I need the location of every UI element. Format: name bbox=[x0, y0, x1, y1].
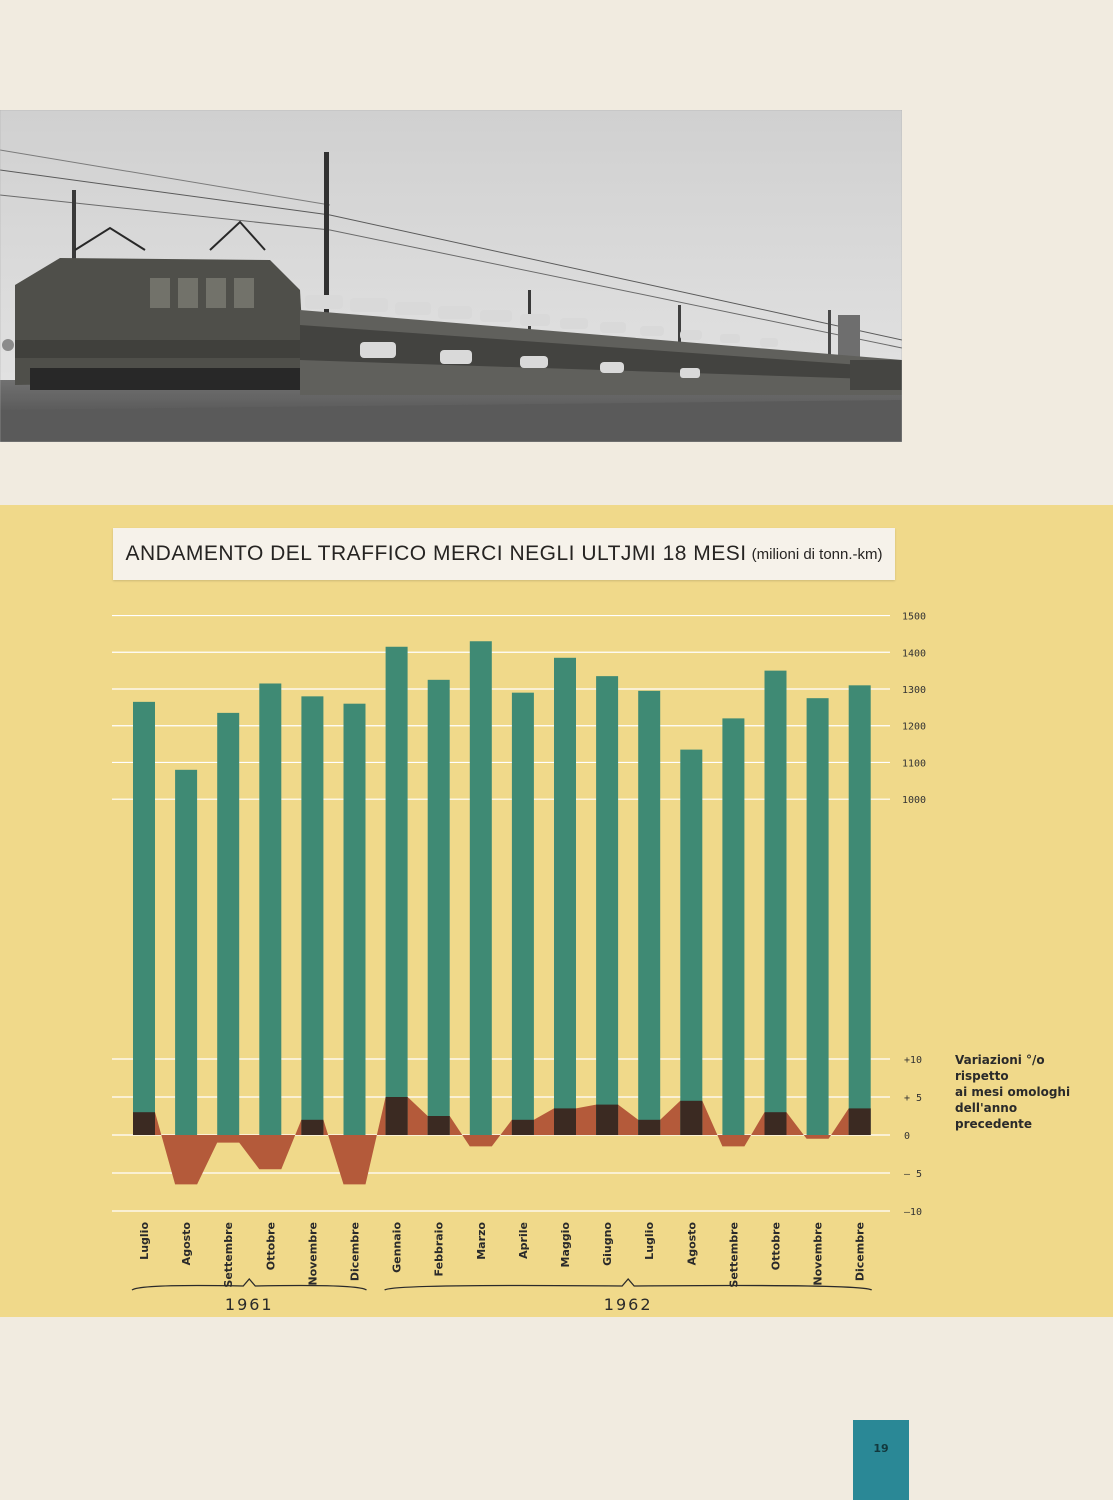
page-number: 19 bbox=[853, 1420, 909, 1500]
x-tick-label: Ottobre bbox=[264, 1222, 278, 1271]
x-tick-label: Luglio bbox=[138, 1222, 151, 1260]
variation-label-line: rispetto bbox=[955, 1069, 1009, 1083]
variation-label-line: Variazioni °/o bbox=[955, 1053, 1045, 1067]
x-tick-label: Ottobre bbox=[769, 1222, 783, 1271]
variation-label-line: ai mesi omologhi bbox=[955, 1085, 1071, 1099]
x-tick-label: Dicembre bbox=[853, 1222, 867, 1282]
bar bbox=[386, 647, 408, 1135]
variation-legend-label bbox=[955, 1053, 1070, 1131]
bar bbox=[428, 680, 450, 1135]
bar bbox=[344, 704, 366, 1135]
bar bbox=[680, 750, 702, 1135]
x-tick-label: Agosto bbox=[685, 1222, 699, 1266]
variation-cap bbox=[133, 1112, 155, 1135]
y-tick-var: 0 bbox=[904, 1131, 911, 1142]
variation-label-line: precedente bbox=[955, 1117, 1033, 1131]
bar bbox=[765, 671, 787, 1135]
x-tick-label: Settembre bbox=[222, 1222, 236, 1288]
x-tick-label: Giugno bbox=[601, 1222, 615, 1266]
chart-unit: (milioni di tonn.-km) bbox=[751, 545, 883, 563]
x-tick-label: Novembre bbox=[306, 1222, 320, 1286]
y-axis-variation bbox=[904, 1055, 922, 1218]
x-tick-label: Novembre bbox=[811, 1222, 825, 1286]
y-tick-var: — 5 bbox=[904, 1169, 923, 1180]
year-label: 1962 bbox=[603, 1295, 653, 1314]
bar bbox=[554, 658, 576, 1135]
x-tick-label: Marzo bbox=[474, 1222, 488, 1260]
y-tick-main: 1100 bbox=[902, 758, 927, 770]
y-tick-var: + 5 bbox=[904, 1093, 923, 1104]
variation-cap bbox=[512, 1120, 534, 1135]
y-tick-main: 1000 bbox=[902, 795, 927, 807]
variation-cap bbox=[386, 1097, 408, 1135]
bar bbox=[807, 698, 829, 1135]
variation-cap bbox=[428, 1116, 450, 1135]
bar bbox=[722, 718, 744, 1135]
bar bbox=[301, 696, 323, 1135]
x-tick-label: Dicembre bbox=[348, 1222, 362, 1282]
variation-cap bbox=[849, 1108, 871, 1135]
variation-cap bbox=[638, 1120, 660, 1135]
y-tick-main: 1300 bbox=[902, 685, 927, 696]
x-tick-label: Luglio bbox=[643, 1222, 657, 1260]
chart-title: ANDAMENTO DEL TRAFFICO MERCI NEGLI ULTJMI 18 MESI bbox=[125, 542, 747, 565]
bar bbox=[849, 685, 871, 1135]
y-tick-main: 1200 bbox=[902, 721, 927, 733]
bar bbox=[512, 693, 534, 1135]
x-tick-label: Agosto bbox=[180, 1222, 194, 1266]
x-tick-label: Febbraio bbox=[432, 1222, 446, 1277]
variation-series bbox=[133, 1097, 871, 1184]
year-bracket bbox=[385, 1279, 872, 1290]
bar-series bbox=[133, 641, 871, 1135]
bar bbox=[175, 770, 197, 1135]
y-tick-var: —10 bbox=[904, 1207, 923, 1218]
x-tick-label: Settembre bbox=[727, 1222, 741, 1288]
x-axis-labels bbox=[138, 1222, 867, 1288]
variation-cap bbox=[680, 1101, 702, 1135]
year-brackets bbox=[132, 1279, 872, 1314]
variation-cap bbox=[301, 1120, 323, 1135]
y-tick-main: 1400 bbox=[902, 648, 927, 660]
y-tick-var: +10 bbox=[904, 1055, 923, 1066]
y-axis-main bbox=[902, 612, 926, 807]
variation-label-line: dell'anno bbox=[955, 1101, 1018, 1115]
bar bbox=[596, 676, 618, 1135]
x-tick-label: Aprile bbox=[516, 1222, 530, 1259]
bar bbox=[638, 691, 660, 1135]
bar bbox=[470, 641, 492, 1135]
bar bbox=[133, 702, 155, 1135]
year-label: 1961 bbox=[224, 1295, 274, 1314]
y-tick-main: 1500 bbox=[902, 611, 927, 623]
year-bracket bbox=[132, 1279, 367, 1290]
x-tick-label: Maggio bbox=[559, 1222, 572, 1268]
x-tick-label: Gennaio bbox=[390, 1222, 404, 1273]
variation-cap bbox=[554, 1108, 576, 1135]
variation-cap bbox=[765, 1112, 787, 1135]
variation-area bbox=[133, 1097, 871, 1184]
bar bbox=[259, 683, 281, 1135]
bar bbox=[217, 713, 239, 1135]
variation-cap bbox=[596, 1105, 618, 1135]
